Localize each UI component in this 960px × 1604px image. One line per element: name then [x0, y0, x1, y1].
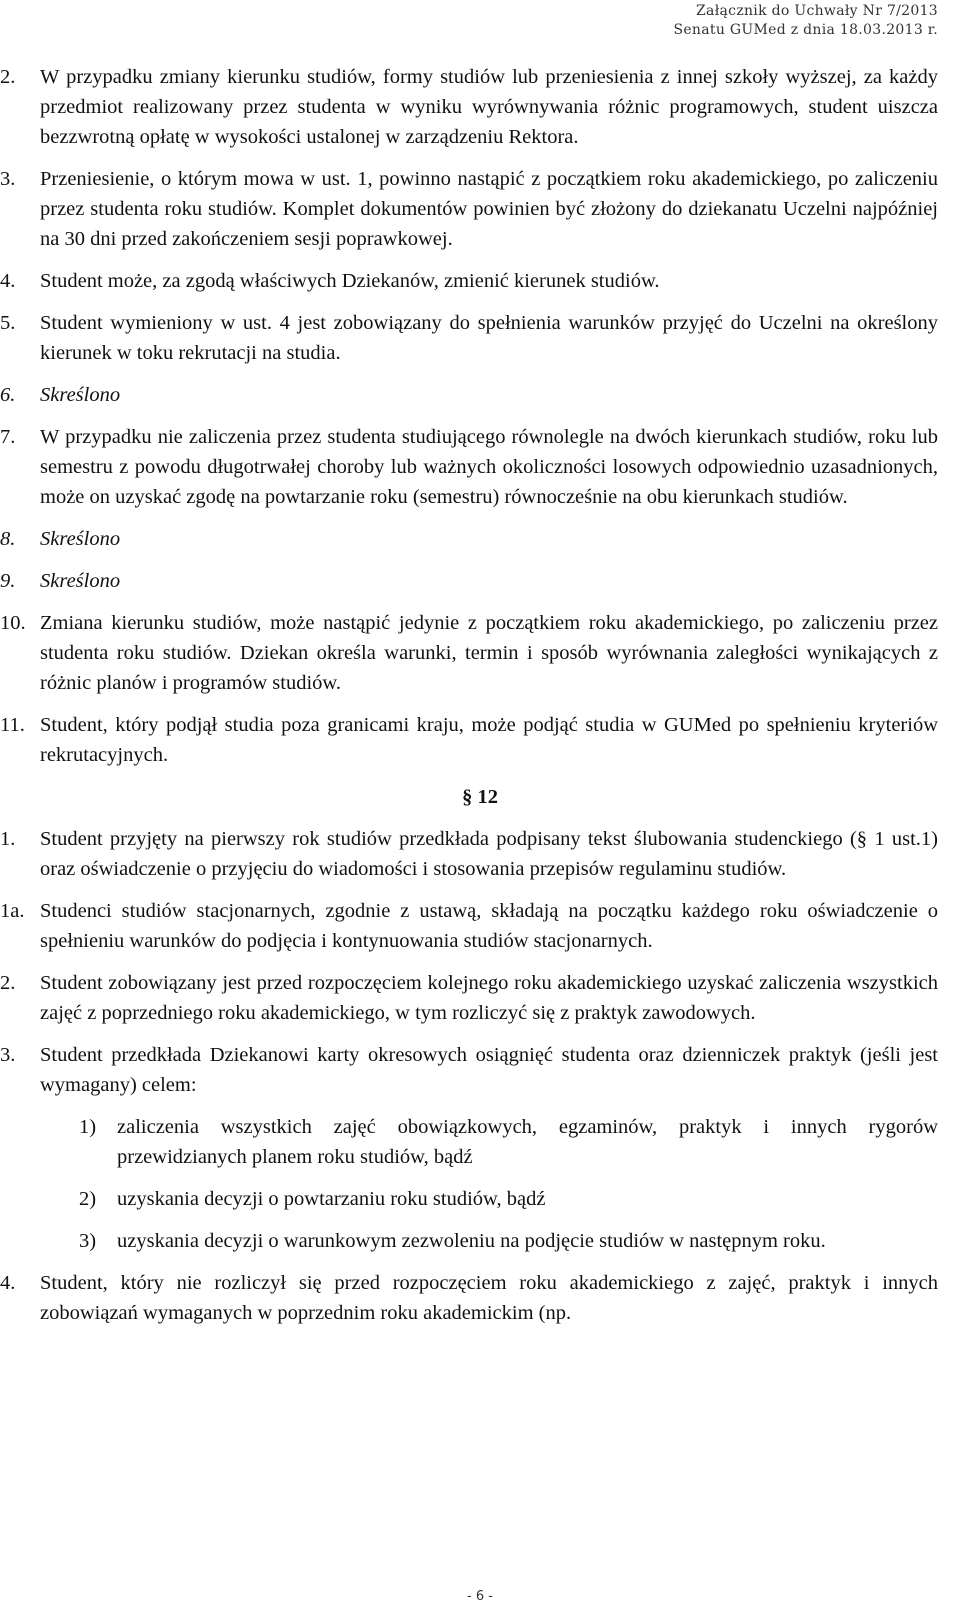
- item-number: 4.: [0, 1272, 16, 1294]
- item-number: 7.: [0, 426, 16, 448]
- item-text: uzyskania decyzji o powtarzaniu roku studiów, bądź: [117, 1188, 546, 1210]
- item-number: 2.: [0, 66, 16, 88]
- item-text: Skreślono: [40, 570, 121, 592]
- subitem-list: [0, 1112, 960, 1256]
- subitem: [0, 1184, 960, 1214]
- item-text: Student zobowiązany jest przed rozpoczęciem kolejnego roku akademickiego uzyskać zaliczenia wszystkich zajęć z poprzedniego roku akademickiego, w tym rozliczyć się z praktyk zawodowych.: [40, 972, 938, 1024]
- item-text: Student wymieniony w ust. 4 jest zobowiązany do spełnienia warunków przyjęć do Uczelni na określony kierunek w toku rekrutacji na studia.: [40, 312, 938, 364]
- item-text: Skreślono: [40, 384, 121, 406]
- paragraph-item: [0, 422, 960, 512]
- paragraph-item: [0, 968, 960, 1028]
- paragraph-item: [0, 524, 960, 554]
- item-text: uzyskania decyzji o warunkowym zezwoleniu na podjęcie studiów w następnym roku.: [117, 1230, 826, 1252]
- item-text: Student przedkłada Dziekanowi karty okresowych osiągnięć studenta oraz dzienniczek praktyk (jeśli jest wymagany) celem:: [40, 1044, 938, 1096]
- item-text: W przypadku zmiany kierunku studiów, formy studiów lub przeniesienia z innej szkoły wyższej, za każdy przedmiot realizowany przez studenta w wyniku wyrównywania różnic programowych, student uiszcza bezzwrotną opłatę w wysokości ustalonej w zarządzeniu Rektora.: [40, 66, 938, 148]
- item-number: 3.: [0, 168, 16, 190]
- item-number: 3.: [0, 1044, 16, 1066]
- item-number: 6.: [0, 384, 16, 406]
- item-text: Zmiana kierunku studiów, może nastąpić jedynie z początkiem roku akademickiego, po zaliczeniu przez studenta roku studiów. Dziekan określa warunki, termin i sposób wyrównania zaległości wynikających z różnic planów i programów studiów.: [40, 612, 938, 694]
- item-number: 3): [79, 1230, 97, 1252]
- page-number: - 6 -: [467, 1589, 493, 1604]
- paragraph-item: [0, 380, 960, 410]
- item-number: 10.: [0, 612, 26, 634]
- item-number: 11.: [0, 714, 25, 736]
- page-header: [673, 2, 938, 40]
- header-line-1: Załącznik do Uchwały Nr 7/2013: [696, 3, 938, 19]
- item-number: 1a.: [0, 900, 25, 922]
- item-text: Student, który nie rozliczył się przed rozpoczęciem roku akademickiego z zajęć, praktyk i innych zobowiązań wymaganych w poprzednim roku akademickim (np.: [40, 1272, 938, 1324]
- subitem: [0, 1226, 960, 1256]
- item-number: 5.: [0, 312, 16, 334]
- item-text: Student, który podjął studia poza granicami kraju, może podjąć studia w GUMed po spełnieniu kryteriów rekrutacyjnych.: [40, 714, 938, 766]
- item-text: Student przyjęty na pierwszy rok studiów przedkłada podpisany tekst ślubowania studenckiego (§ 1 ust.1) oraz oświadczenie o przyjęciu do wiadomości i stosowania przepisów regulaminu studiów.: [40, 828, 938, 880]
- paragraph-item: [0, 1040, 960, 1100]
- paragraph-item: [0, 266, 960, 296]
- item-number: 1.: [0, 828, 16, 850]
- item-text: Studenci studiów stacjonarnych, zgodnie z ustawą, składają na początku każdego roku oświadczenie o spełnieniu warunków do podjęcia i kontynuowania studiów stacjonarnych.: [40, 900, 938, 952]
- item-number: 1): [79, 1116, 97, 1138]
- item-text: W przypadku nie zaliczenia przez studenta studiującego równolegle na dwóch kierunkach studiów, roku lub semestru z powodu długotrwałej choroby lub ważnych okoliczności losowych odpowiednio uzasadnionych, może on uzyskać zgodę na powtarzanie roku (semestru) równocześnie na obu kierunkach studiów.: [40, 426, 938, 508]
- paragraph-item: [0, 608, 960, 698]
- paragraph-item: [0, 824, 960, 884]
- item-number: 2.: [0, 972, 16, 994]
- item-text: zaliczenia wszystkich zajęć obowiązkowych, egzaminów, praktyk i innych rygorów przewidzianych planem roku studiów, bądź: [117, 1116, 938, 1168]
- item-number: 4.: [0, 270, 16, 292]
- paragraph-item: [0, 710, 960, 770]
- item-number: 9.: [0, 570, 16, 592]
- paragraph-item: [0, 896, 960, 956]
- paragraph-item: [0, 566, 960, 596]
- section-heading: § 12: [462, 786, 498, 808]
- document-body: [0, 62, 960, 1340]
- header-line-2: Senatu GUMed z dnia 18.03.2013 r.: [673, 22, 938, 38]
- subitem: [0, 1112, 960, 1172]
- paragraph-item: [0, 164, 960, 254]
- paragraph-list-b: [0, 824, 960, 1100]
- paragraph-item: [0, 62, 960, 152]
- item-number: 2): [79, 1188, 97, 1210]
- item-number: 8.: [0, 528, 16, 550]
- paragraph-item: [0, 1268, 960, 1328]
- item-text: Student może, za zgodą właściwych Dziekanów, zmienić kierunek studiów.: [40, 270, 660, 292]
- paragraph-list-a: [0, 62, 960, 770]
- item-text: Skreślono: [40, 528, 121, 550]
- item-text: Przeniesienie, o którym mowa w ust. 1, powinno nastąpić z początkiem roku akademickiego, po zaliczeniu przez studenta roku studiów. Komplet dokumentów powinien być złożony do dziekanatu Uczelni najpóźniej na 30 dni przed zakończeniem sesji poprawkowej.: [40, 168, 938, 250]
- paragraph-item: [0, 308, 960, 368]
